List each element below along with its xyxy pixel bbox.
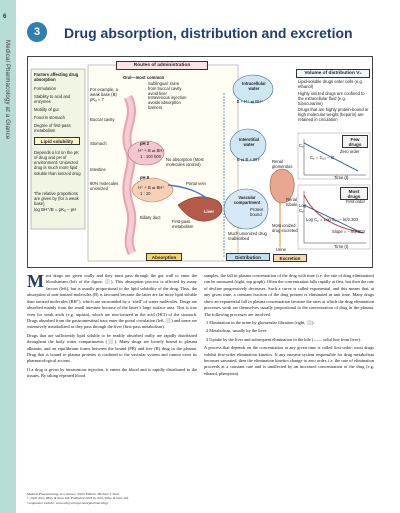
relative-proportion-note: The relative proportions are given by (for a weak base): [34, 191, 79, 207]
paragraph-1-text: ost drugs are given orally and they must pass through the gut wall to enter the bloodstream (left of the figure, ⬜). This absorption process is affected by many factors (left), but is usually proportional to the lipid solubility of the drug. Thus, the absorption of non-ionized molecules (B) is favoured because the latter are far more lipid soluble than ionized molecules (BH⁺), which are surrounded by a ‘shell’ of water molecules. Drugs are absorbed mainly from the small intestine because of the latter’s large surface area. This is true even for weak acids (e.g. aspirin), which are non-ionized in the acid (HCl) of the stomach. Drugs absorbed from the gastrointestinal tract enter the portal circulation (left, ⬜) and some are extensively metabolized as they pass through the liver (first-pass metabolism).: [27, 273, 197, 330]
stomach-label: Stomach: [90, 141, 107, 146]
volume-item-protein: Drugs that are highly protein-bound or high molecular weight (heparin) are retained in circulation: [298, 107, 369, 123]
drop-cap: M: [27, 271, 44, 291]
time-axis-label-bottom: Time (t): [334, 244, 349, 249]
depends-note: Depends a lot on the pK of drug and pH of environment. Unionized drug is much more lipid soluble than ionized drug: [34, 150, 81, 176]
volume-title: Volume of distribution V₀: [296, 69, 370, 78]
no-absorption-note: No absorption (Most molecules ionized): [166, 157, 204, 168]
absorption-label: Absorption: [146, 253, 182, 261]
intestine-ph: pH 8: [140, 175, 150, 180]
factors-title: Factors affecting drug absorption: [34, 72, 79, 83]
buccal-label: Buccal cavity: [90, 117, 115, 122]
paragraph-5: A process that depends on the concentration at any given time is called first order; most drugs exhibit first-order elimination kinetics. If any enzyme system responsible for drug metabolism becomes saturated, then the elimination kinetics change to zero order, i.e. the rate of elimination proceeds at a constant rate and is unaffected by an increased concentration of the drug (e.g. ethanol, phenytoin).: [204, 345, 374, 376]
interstitial-label: Interstitial water: [238, 137, 259, 148]
intestine-ratio: 1 : 10: [140, 191, 151, 196]
protein-bound-label: Protein bound: [250, 207, 264, 218]
factor-first-pass: Degree of first-pass metabolism: [34, 123, 71, 134]
portal-vein-label: Portal vein: [186, 181, 206, 186]
cp-axis-label: Cₚ: [299, 143, 304, 148]
route-intravenous: Intravenous injection avoids absorption barriers: [148, 95, 187, 111]
paragraph-1: [27, 273, 197, 331]
route-sublingual: Sublingual: rains from buccal cavity avoid liver: [148, 81, 182, 97]
body-right-column: [204, 273, 374, 379]
intestine-label: Intestine: [90, 167, 106, 172]
volume-item-lipid: Lipid-soluble drugs enter cells (e.g. ethanol): [298, 79, 363, 90]
factor-food: Food in stomach: [34, 115, 65, 120]
renal-tubule-label: Renal tubule: [286, 197, 298, 208]
paragraph-4: samples, the fall in plasma concentration of the drug with time (i.e. the rate of drug elimination) can be measured (right, top graph). Often the concentration falls rapidly at first, but then the rate of decline progressively decreases. Such a curve is called exponential, and this means that, at any given time, a constant fraction of the drug present is eliminated in unit time. Many drugs show an exponential fall in plasma concentration because the rates at which the drug elimination processes work are themselves usually proportional to the concentration of drug in the plasma. The following processes are involved.: [204, 273, 374, 317]
footer-credits: [27, 492, 227, 505]
first-pass-label: First-pass metabolism: [172, 219, 194, 230]
side-running-title: Medical Pharmacology at a Glance: [4, 40, 10, 140]
page-number: 6: [3, 14, 7, 20]
figure-panel: [27, 56, 373, 268]
factor-motility: Motility of gut: [34, 107, 59, 112]
few-drugs-label: Few drugs: [342, 135, 368, 148]
lipid-solubility-box: Lipid solubility: [34, 137, 80, 145]
vascular-label: Vascular compartment: [233, 195, 261, 206]
zero-order-label: Zero order: [340, 149, 360, 154]
list-item-1: 1 Elimination in the urine by glomerular filtration (right, ⬜).: [206, 319, 315, 325]
excretion-label: Excretion: [273, 254, 307, 262]
time-axis-label-top: Time (t): [334, 175, 349, 180]
stomach-equilibrium: H⁺ + B ⇌ BH⁺: [138, 148, 165, 153]
renal-glomerulus-label: Renal glomerulus: [272, 159, 293, 170]
intracellular-label: Intracellular water: [242, 81, 266, 92]
footer-line-3: Companion website: www.wiley.com/go/neal/pharmacology: [27, 500, 109, 505]
most-drugs-label: Most drugs: [340, 187, 368, 200]
first-order-equation: Log Cₚ = Log Cₚ₀ − kt/2.303: [306, 217, 359, 222]
factor-formulation: Formulation: [34, 86, 57, 91]
biliary-duct-label: Biliary duct: [140, 215, 161, 220]
volume-item-ionized: Highly ionized drugs are confined to the extracellular fluid (e.g. tubocurarine): [298, 91, 365, 107]
intestine-equilibrium: H⁺ + B ⇌ BH⁺: [138, 185, 165, 190]
factor-stability: Stability to acid and enzymes: [34, 94, 71, 105]
unionized-reabsorbed-note: Much unionized drug reabsorbed: [228, 231, 267, 242]
route-oral: Oral—most common: [123, 75, 165, 80]
slope-label: Slope = − k/2.303: [332, 229, 365, 234]
list-item-2: 2 Metabolism, usually by the liver.: [206, 328, 268, 334]
body-left-column: [27, 273, 197, 382]
ionized-excreted-note: Most ionized drug excreted: [272, 223, 298, 234]
paragraph-3: If a drug is given by intravenous injection, it enters the blood and is rapidly distributed to the tissues. By taking repeated blood: [27, 366, 197, 379]
paragraph-2: Drugs that are sufficiently lipid soluble to be readily absorbed orally are rapidly distributed throughout the body water compartments (⬜). Many drugs are loosely bound to plasma albumin, and an equilibrium forms between the bound (PB) and free (B) drug in the plasma. Drug that is bound to plasma proteins is confined to the vascular system and cannot exert its pharmacological actions.: [27, 332, 197, 364]
log-cp-axis-label: Log Cₚ: [299, 203, 306, 214]
footer-line-1: Medical Pharmacology at a Glance, Ninth Edition. Michael J. Neal.: [27, 492, 120, 496]
urine-label: Urine: [276, 247, 287, 252]
liver-label: Liver: [204, 209, 215, 214]
unionized-percent-note: 90% molecules unionized: [90, 181, 119, 192]
weak-base-note: For example, a weak base (B) pKₐ = 7: [90, 87, 118, 103]
chapter-title: Drug absorption, distribution and excretion: [64, 25, 353, 41]
ionization-formula: log BH⁺/B = pKₐ − pH: [34, 207, 77, 212]
intracellular-equilibrium: B + H⁺ ⇌ BH⁺: [236, 99, 264, 104]
list-item-3: 3 Uptake by the liver and subsequent elimination in the bile (—— solid line from liver).: [206, 336, 361, 342]
stomach-ph: pH 2: [140, 141, 150, 146]
first-order-label: First order: [346, 199, 366, 204]
chapter-number-badge: 3: [27, 22, 47, 42]
stomach-ratio: 1 : 100 000: [140, 154, 161, 159]
routes-title: Routes of administration: [116, 61, 208, 70]
footer-line-2: © 2020 John Wiley & Sons Ltd. Published 2020 by John Wiley & Sons Ltd.: [27, 496, 129, 501]
interstitial-equilibrium: B ⇌ B + BH⁺: [236, 157, 262, 162]
zero-order-equation: Cₚ = Cₚ₀ − kt: [310, 155, 335, 160]
distribution-label: Distribution: [226, 253, 270, 261]
